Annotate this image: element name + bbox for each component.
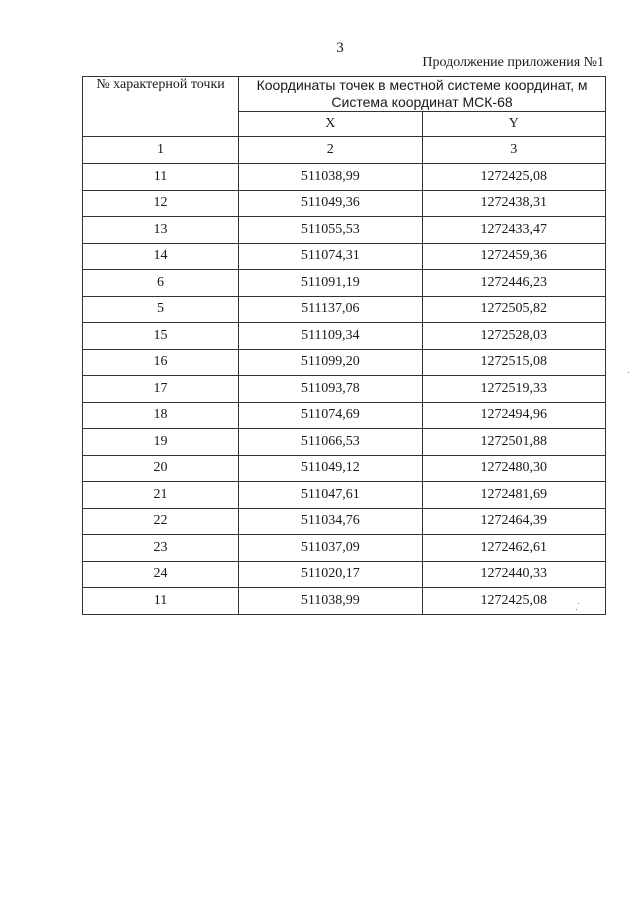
cell-point-number: 18 (83, 402, 239, 429)
cell-point-number: 24 (83, 561, 239, 588)
cell-coordinate-x: 511049,36 (239, 190, 422, 217)
cell-coordinate-x: 511037,09 (239, 535, 422, 562)
cell-coordinate-y: 1272438,31 (422, 190, 605, 217)
header-point-number: № характерной точки (83, 77, 239, 137)
table-row (83, 349, 606, 376)
cell-coordinate-y: 1272480,30 (422, 455, 605, 482)
cell-coordinate-y: 1272462,61 (422, 535, 605, 562)
cell-point-number: 16 (83, 349, 239, 376)
table-row (83, 270, 606, 297)
cell-point-number: 5 (83, 296, 239, 323)
table-row (83, 190, 606, 217)
table-body (83, 164, 606, 615)
table-row (83, 535, 606, 562)
coordinates-table (82, 76, 606, 615)
cell-coordinate-y: 1272501,88 (422, 429, 605, 456)
cell-coordinate-x: 511093,78 (239, 376, 422, 403)
page-number: 3 (336, 40, 344, 56)
cell-point-number: 13 (83, 217, 239, 244)
scan-speck (576, 609, 577, 610)
header-coordinates (239, 77, 606, 112)
cell-coordinate-x: 511055,53 (239, 217, 422, 244)
cell-coordinate-x: 511074,31 (239, 243, 422, 270)
cell-coordinate-y: 1272459,36 (422, 243, 605, 270)
cell-point-number: 6 (83, 270, 239, 297)
cell-coordinate-y: 1272505,82 (422, 296, 605, 323)
cell-coordinate-x: 511038,99 (239, 164, 422, 191)
cell-point-number: 14 (83, 243, 239, 270)
table-row (83, 217, 606, 244)
cell-point-number: 17 (83, 376, 239, 403)
table-row (83, 243, 606, 270)
table-row (83, 402, 606, 429)
cell-point-number: 21 (83, 482, 239, 509)
cell-coordinate-x: 511049,12 (239, 455, 422, 482)
appendix-note: Продолжение приложения №1 (422, 55, 604, 70)
cell-coordinate-y: 1272425,08 (422, 164, 605, 191)
scan-speck (628, 372, 629, 373)
cell-coordinate-x: 511074,69 (239, 402, 422, 429)
cell-point-number: 20 (83, 455, 239, 482)
cell-coordinate-y: 1272433,47 (422, 217, 605, 244)
cell-coordinate-y: 1272425,08 (422, 588, 605, 615)
table-row (83, 323, 606, 350)
cell-coordinate-x: 511099,20 (239, 349, 422, 376)
table-header-row (83, 77, 606, 112)
cell-coordinate-y: 1272440,33 (422, 561, 605, 588)
cell-coordinate-x: 511091,19 (239, 270, 422, 297)
cell-coordinate-x: 511038,99 (239, 588, 422, 615)
cell-point-number: 15 (83, 323, 239, 350)
cell-coordinate-y: 1272481,69 (422, 482, 605, 509)
cell-coordinate-x: 511047,61 (239, 482, 422, 509)
cell-point-number: 11 (83, 588, 239, 615)
table-row (83, 482, 606, 509)
header-y: Y (422, 112, 605, 137)
column-number-row (83, 137, 606, 164)
cell-coordinate-x: 511066,53 (239, 429, 422, 456)
column-number: 3 (422, 137, 605, 164)
cell-coordinate-y: 1272446,23 (422, 270, 605, 297)
table-row (83, 561, 606, 588)
cell-point-number: 22 (83, 508, 239, 535)
table-row (83, 296, 606, 323)
table-row (83, 376, 606, 403)
cell-point-number: 11 (83, 164, 239, 191)
cell-coordinate-y: 1272464,39 (422, 508, 605, 535)
table-row (83, 588, 606, 615)
cell-coordinate-x: 511020,17 (239, 561, 422, 588)
scan-speck (578, 603, 579, 604)
cell-coordinate-x: 511034,76 (239, 508, 422, 535)
table-row (83, 429, 606, 456)
header-coordinates-line2: Система координат МСК-68 (331, 94, 513, 110)
cell-coordinate-y: 1272528,03 (422, 323, 605, 350)
table-row (83, 164, 606, 191)
column-number: 1 (83, 137, 239, 164)
cell-coordinate-y: 1272519,33 (422, 376, 605, 403)
cell-coordinate-y: 1272515,08 (422, 349, 605, 376)
cell-coordinate-y: 1272494,96 (422, 402, 605, 429)
header-x: X (239, 112, 422, 137)
cell-coordinate-x: 511137,06 (239, 296, 422, 323)
column-number: 2 (239, 137, 422, 164)
cell-point-number: 19 (83, 429, 239, 456)
table-row (83, 508, 606, 535)
cell-point-number: 12 (83, 190, 239, 217)
table-row (83, 455, 606, 482)
cell-coordinate-x: 511109,34 (239, 323, 422, 350)
header-coordinates-line1: Координаты точек в местной системе координат, м (256, 77, 588, 93)
cell-point-number: 23 (83, 535, 239, 562)
